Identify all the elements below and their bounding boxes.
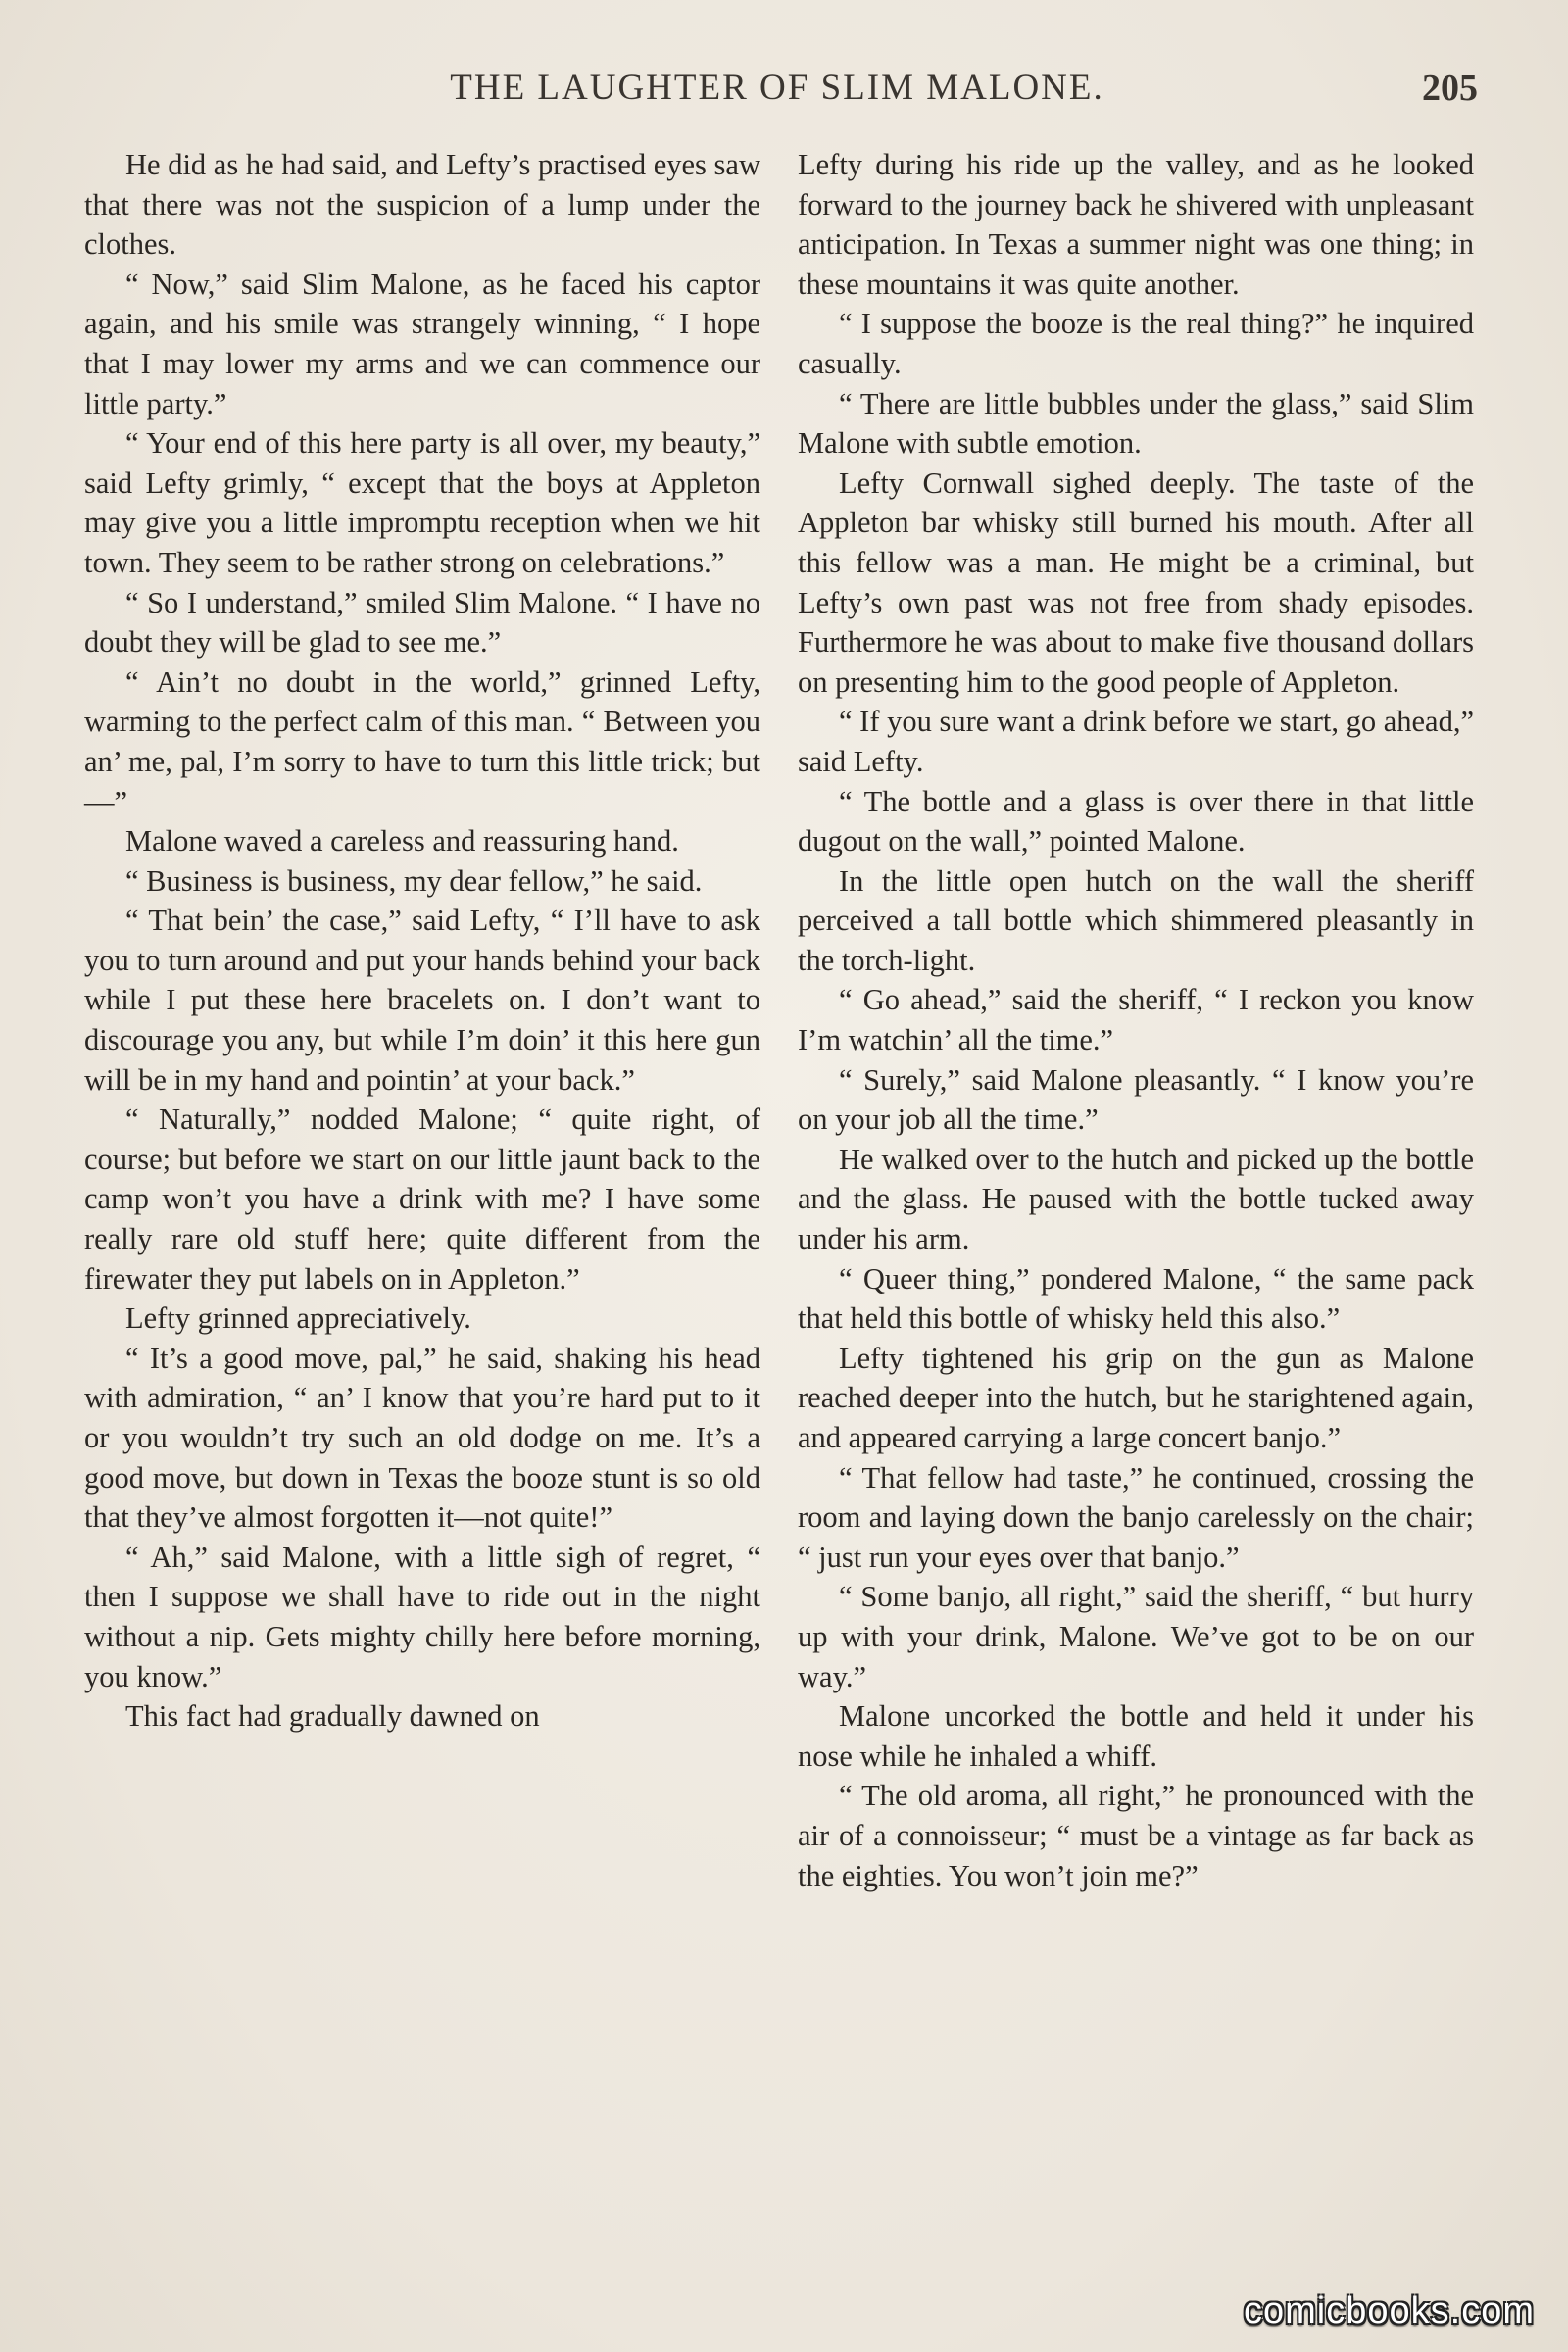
paragraph: Lefty tightened his grip on the gun as Malone reached deeper into the hutch, but he starightened again, and appeared carrying a large concert banjo.”: [798, 1341, 1474, 1454]
right-column: [798, 145, 1474, 1895]
paragraph: “ That bein’ the case,” said Lefty, “ I’ll have to ask you to turn around and put your hands behind your back while I put these here bracelets on. I don’t want to discourage you any, but while I’m doin’ it this here gun will be in my hand and pointin’ at your back.”: [84, 904, 760, 1097]
paragraph: “ Go ahead,” said the sheriff, “ I reckon you know I’m watchin’ all the time.”: [798, 983, 1474, 1057]
paragraph: “ I suppose the booze is the real thing?” he inquired casually.: [798, 307, 1474, 380]
paragraph: “ Some banjo, all right,” said the sheriff, “ but hurry up with your drink, Malone. We’ve got to be on our way.”: [798, 1580, 1474, 1693]
page-header: [76, 67, 1478, 125]
running-title: THE LAUGHTER OF SLIM MALONE.: [450, 68, 1104, 108]
paragraph: This fact had gradually dawned on: [125, 1699, 540, 1734]
paragraph: He walked over to the hutch and picked up the bottle and the glass. He paused with the bottle tucked away under his arm.: [798, 1142, 1474, 1256]
paragraph: In the little open hutch on the wall the sheriff perceived a tall bottle which shimmered pleasantly in the torch-light.: [798, 863, 1474, 977]
paragraph: “ It’s a good move, pal,” he said, shaking his head with admiration, “ an’ I know that you’re hard put to it or you wouldn’t try such an old dodge on me. It’s a good move, but down in Texas the booze stunt is so old that they’ve almost forgotten it—not quite!”: [84, 1341, 760, 1535]
paragraph: “ So I understand,” smiled Slim Malone. “ I have no doubt they will be glad to see me.”: [84, 585, 760, 660]
page-number: 205: [1422, 68, 1478, 109]
paragraph: He did as he had said, and Lefty’s practised eyes saw that there was not the suspicion of a lump under the clothes.: [84, 148, 760, 262]
paragraph: “ Now,” said Slim Malone, as he faced his captor again, and his smile was strangely winning, “ I hope that I may lower my arms and we can commence our little party.”: [84, 267, 760, 420]
paragraph: “ Surely,” said Malone pleasantly. “ I know you’re on your job all the time.”: [798, 1062, 1474, 1137]
paragraph-continued: Lefty during his ride up the valley, and as he looked forward to the journey back he shivered with unpleasant anticipation. In Texas a summer night was one thing; in these mountains it was quite another.: [798, 148, 1474, 301]
paragraph: “ That fellow had taste,” he continued, crossing the room and laying down the banjo carelessly on the chair; “ just run your eyes over that banjo.”: [798, 1460, 1474, 1574]
paragraph: “ Ah,” said Malone, with a little sigh of regret, “ then I suppose we shall have to ride out in the night without a nip. Gets mighty chilly here before morning, you know.”: [84, 1540, 760, 1693]
paragraph: “ Queer thing,” pondered Malone, “ the same pack that held this bottle of whisky held this also.”: [798, 1261, 1474, 1336]
paragraph: “ If you sure want a drink before we start, go ahead,” said Lefty.: [798, 705, 1474, 778]
paragraph: “ Business is business, my dear fellow,” he said.: [125, 863, 703, 898]
paragraph: “ Ain’t no doubt in the world,” grinned Lefty, warming to the perfect calm of this man. “ Between you an’ me, pal, I’m sorry to have to turn this little trick; but—”: [84, 664, 760, 818]
paragraph: “ The bottle and a glass is over there in that little dugout on the wall,” pointed Malone.: [798, 784, 1474, 858]
paragraph: “ There are little bubbles under the glass,” said Slim Malone with subtle emotion.: [798, 386, 1474, 461]
paragraph: Lefty Cornwall sighed deeply. The taste of the Appleton bar whisky still burned his mouth. After all this fellow was a man. He might be a criminal, but Lefty’s own past was not free from shady episodes. Furthermore he was about to make five thousand dollars on presenting him to the good people of Appleton.: [798, 466, 1474, 699]
watermark: comicbooks.com: [1244, 2290, 1535, 2331]
paragraph: “ The old aroma, all right,” he pronounced with the air of a connoisseur; “ must be a vintage as far back as the eighties. You won’t join me?”: [798, 1779, 1474, 1892]
paragraph: “ Your end of this here party is all over, my beauty,” said Lefty grimly, “ except that the boys at Appleton may give you a little impromptu reception when we hit town. They seem to be rather strong on celebrations.”: [84, 426, 760, 579]
left-column: [84, 145, 760, 1737]
paragraph: Lefty grinned appreciatively.: [125, 1301, 471, 1336]
paragraph: Malone uncorked the bottle and held it under his nose while he inhaled a whiff.: [798, 1699, 1474, 1773]
paragraph: “ Naturally,” nodded Malone; “ quite right, of course; but before we start on our little jaunt back to the camp won’t you have a drink with me? I have some really rare old stuff here; quite different from the firewater they put labels on in Appleton.”: [84, 1102, 760, 1296]
paragraph: Malone waved a careless and reassuring hand.: [125, 824, 679, 858]
